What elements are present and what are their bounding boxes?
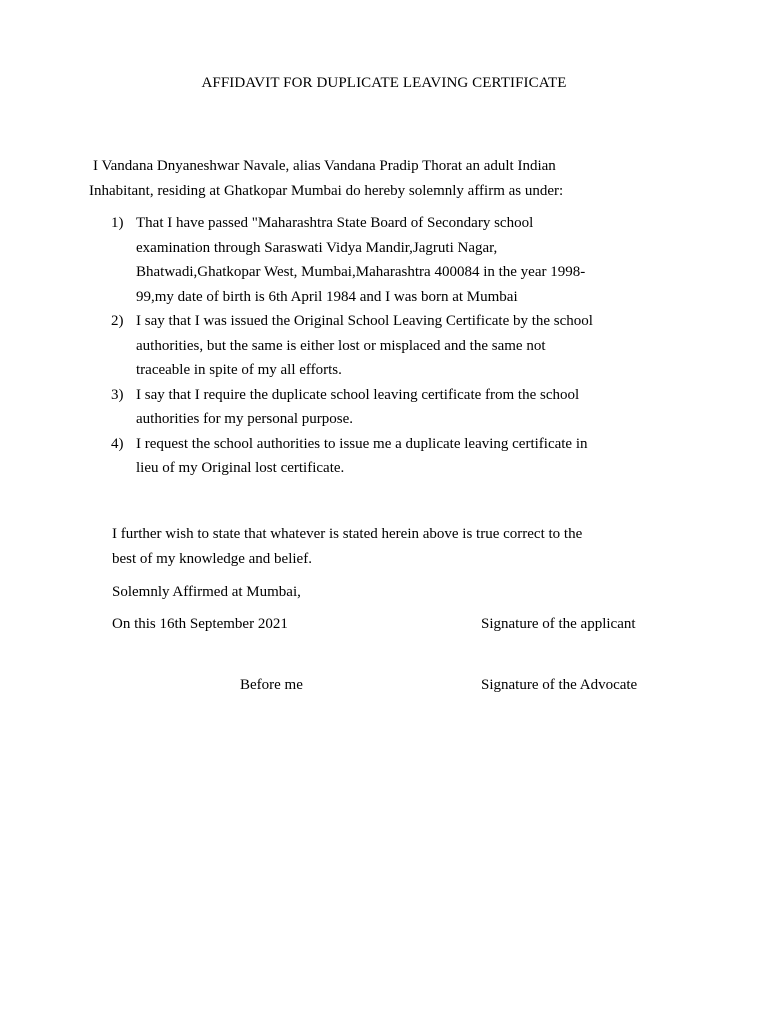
intro-line: I Vandana Dnyaneshwar Navale, alias Vandana Pradip Thorat an adult Indian: [93, 158, 556, 174]
list-item: [111, 309, 676, 383]
signature-advocate-label: Signature of the Advocate: [481, 677, 638, 693]
statement-line: best of my knowledge and belief.: [112, 550, 312, 567]
list-item-line: lieu of my Original lost certificate.: [136, 460, 345, 476]
before-me-label: Before me: [240, 677, 303, 693]
list-item: [111, 383, 676, 432]
affirmation-list: [111, 211, 676, 481]
signature-applicant-label: Signature of the applicant: [481, 616, 636, 632]
statement-line: I further wish to state that whatever is stated herein above is true correct to the: [112, 526, 583, 542]
list-item-line: authorities for my personal purpose.: [136, 411, 354, 427]
list-item-number: 4): [111, 435, 124, 452]
intro-paragraph: [89, 154, 689, 203]
list-item-line: 99,my date of birth is 6th April 1984 and I was born at Mumbai: [136, 288, 518, 305]
list-item-line: I say that I require the duplicate school leaving certificate from the school: [136, 386, 580, 403]
intro-line: Inhabitant, residing at Ghatkopar Mumbai do hereby solemnly affirm as under:: [89, 182, 564, 199]
date-line: On this 16th September 2021: [112, 616, 288, 632]
list-item-line: examination through Saraswati Vidya Mandir,Jagruti Nagar,: [136, 239, 498, 256]
list-item-number: 1): [111, 215, 124, 231]
list-item: [111, 432, 676, 481]
document-title: AFFIDAVIT FOR DUPLICATE LEAVING CERTIFICATE: [201, 75, 567, 91]
list-item-number: 2): [111, 313, 124, 329]
list-item-line: traceable in spite of my all efforts.: [136, 362, 342, 378]
list-item-line: I request the school authorities to issue me a duplicate leaving certificate in: [136, 435, 588, 452]
list-item-line: authorities, but the same is either lost or misplaced and the same not: [136, 337, 546, 354]
list-item-line: Bhatwadi,Ghatkopar West, Mumbai,Maharashtra 400084 in the year 1998-: [136, 264, 586, 280]
list-item-number: 3): [111, 386, 124, 403]
list-item-line: I say that I was issued the Original School Leaving Certificate by the school: [136, 313, 593, 329]
affirmed-at: Solemnly Affirmed at Mumbai,: [112, 584, 301, 600]
list-item-line: That I have passed "Maharashtra State Board of Secondary school: [136, 215, 534, 231]
list-item: [111, 211, 676, 309]
statement-paragraph: [112, 522, 682, 571]
